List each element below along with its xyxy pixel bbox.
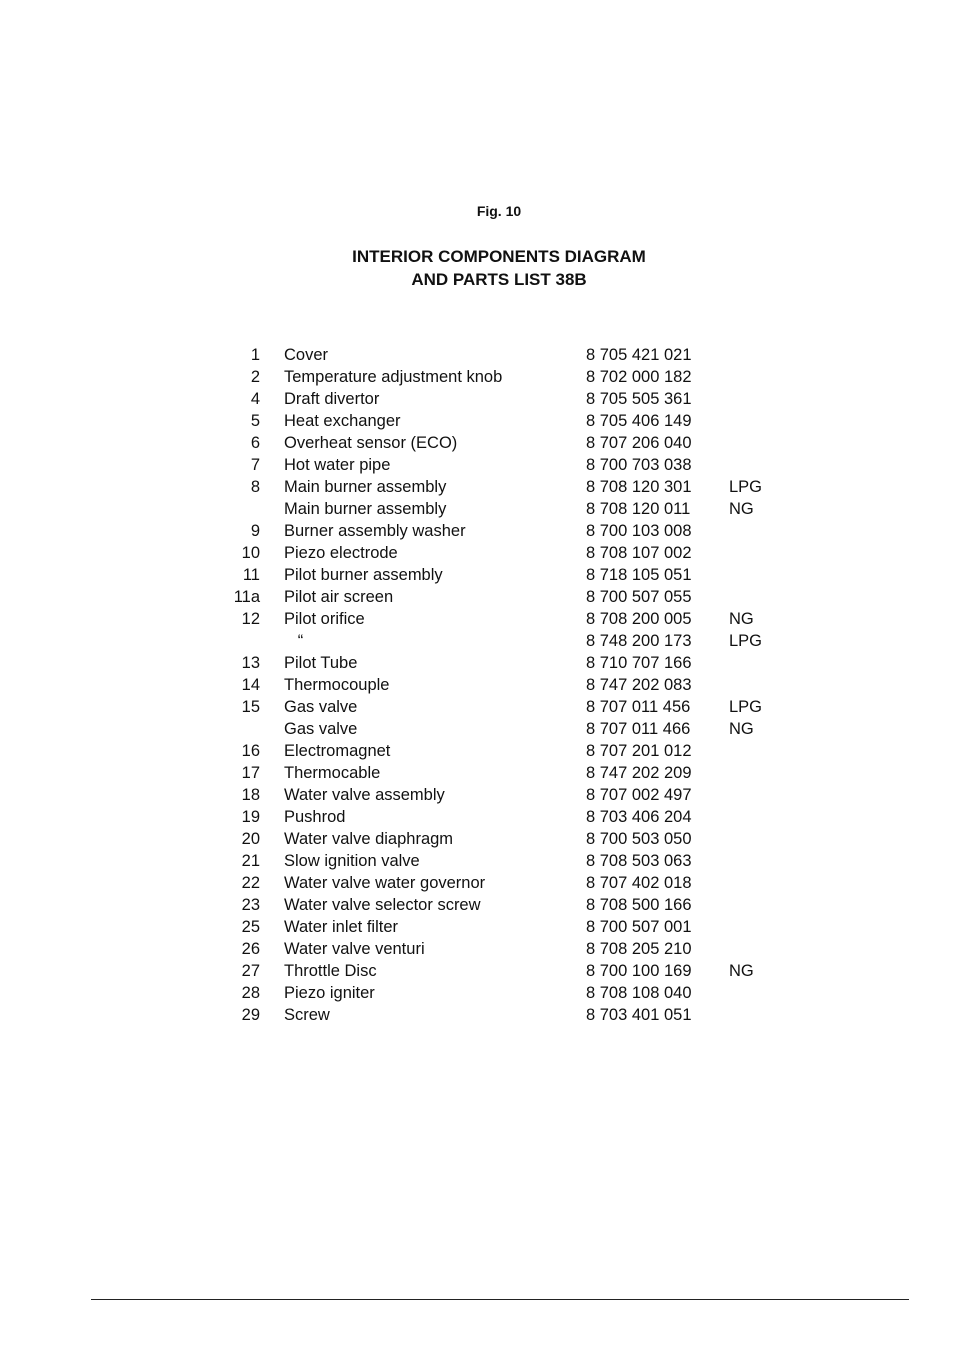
part-gas-type: NG [729,720,754,738]
footer-divider [91,1299,909,1300]
part-code: 8 707 206 040 [586,434,692,452]
part-number-index: 11a [233,588,260,606]
part-number-index: 7 [250,456,260,474]
part-code: 8 747 202 209 [586,764,692,782]
part-code: 8 700 503 050 [586,830,692,848]
parts-row [0,586,954,608]
part-code: 8 703 401 051 [586,1006,692,1024]
part-code: 8 705 406 149 [586,412,692,430]
parts-row [0,784,954,806]
part-code: 8 708 120 011 [586,500,691,518]
parts-row [0,982,954,1004]
part-number-index: 15 [241,698,260,716]
parts-row [0,894,954,916]
parts-row [0,454,954,476]
parts-row [0,674,954,696]
parts-row [0,938,954,960]
part-number-index: 2 [250,368,260,386]
parts-row [0,916,954,938]
parts-row [0,762,954,784]
part-code: 8 708 503 063 [586,852,692,870]
part-description: Water inlet filter [284,918,399,936]
part-gas-type: NG [729,610,754,628]
parts-row [0,806,954,828]
part-code: 8 708 205 210 [586,940,692,958]
part-code: 8 708 107 002 [586,544,692,562]
part-number-index: 8 [250,478,260,496]
part-description: Water valve water governor [284,874,486,892]
part-description: Burner assembly washer [284,522,466,540]
parts-row [0,960,954,982]
part-number-index: 17 [241,764,260,782]
part-code: 8 708 108 040 [586,984,692,1002]
part-description: Heat exchanger [284,412,401,430]
part-number-index: 26 [241,940,260,958]
part-description: Pilot burner assembly [284,566,443,584]
parts-row [0,696,954,718]
part-number-index: 5 [250,412,260,430]
parts-row [0,388,954,410]
parts-row [0,498,954,520]
parts-row [0,564,954,586]
part-gas-type: NG [729,500,754,518]
part-gas-type: NG [729,962,754,980]
part-code: 8 707 011 456 [586,698,691,716]
parts-row [0,630,954,652]
part-code: 8 707 002 497 [586,786,692,804]
part-gas-type: LPG [729,632,763,650]
part-number-index: 25 [241,918,260,936]
part-description: Overheat sensor (ECO) [284,434,458,452]
part-number-index: 23 [241,896,260,914]
part-code: 8 705 421 021 [586,346,692,364]
title-line-2: AND PARTS LIST 38B [411,270,587,289]
parts-row [0,850,954,872]
part-description: Thermocable [284,764,381,782]
parts-row [0,872,954,894]
parts-row [0,366,954,388]
parts-row [0,410,954,432]
part-code: 8 700 507 055 [586,588,692,606]
part-description: Pilot orifice [284,610,365,628]
part-description: Throttle Disc [284,962,377,980]
title-line-1: INTERIOR COMPONENTS DIAGRAM [352,247,646,266]
part-description: Gas valve [284,698,358,716]
part-description: Piezo electrode [284,544,398,562]
part-description: Water valve assembly [284,786,445,804]
part-description: Draft divertor [284,390,380,408]
part-description: Water valve selector screw [284,896,481,914]
page-title [0,245,954,291]
part-number-index: 18 [241,786,260,804]
part-description: Gas valve [284,720,358,738]
part-description: Hot water pipe [284,456,391,474]
part-description: Main burner assembly [284,478,447,496]
part-code: 8 708 500 166 [586,896,692,914]
part-description: Pilot Tube [284,654,358,672]
part-code: 8 703 406 204 [586,808,692,826]
parts-row [0,344,954,366]
part-number-index: 1 [250,346,260,364]
part-number-index: 13 [241,654,260,672]
part-description: Thermocouple [284,676,390,694]
part-code: 8 700 103 008 [586,522,692,540]
part-gas-type: LPG [729,478,763,496]
parts-row [0,608,954,630]
parts-row [0,542,954,564]
part-code: 8 707 201 012 [586,742,692,760]
part-description: Screw [284,1006,330,1024]
part-description: Electromagnet [284,742,391,760]
part-number-index: 28 [241,984,260,1002]
part-code: 8 718 105 051 [586,566,692,584]
part-description: Water valve venturi [284,940,425,958]
part-number-index: 6 [250,434,260,452]
parts-row [0,476,954,498]
part-number-index: 11 [242,566,260,584]
parts-row [0,1004,954,1026]
part-code: 8 700 703 038 [586,456,692,474]
parts-row [0,652,954,674]
part-description: Slow ignition valve [284,852,420,870]
parts-row [0,740,954,762]
part-description: Temperature adjustment knob [284,368,503,386]
part-number-index: 10 [241,544,260,562]
part-code: 8 708 120 301 [586,478,692,496]
part-description: Main burner assembly [284,500,447,518]
part-description: Cover [284,346,329,364]
part-number-index: 22 [241,874,260,892]
part-code: 8 710 707 166 [586,654,692,672]
part-number-index: 12 [241,610,260,628]
part-number-index: 9 [250,522,260,540]
part-number-index: 19 [241,808,260,826]
parts-row [0,432,954,454]
parts-row [0,520,954,542]
part-code: 8 705 505 361 [586,390,692,408]
part-code: 8 707 011 466 [586,720,691,738]
part-number-index: 16 [241,742,260,760]
part-number-index: 21 [241,852,260,870]
part-description: Pilot air screen [284,588,394,606]
part-code: 8 707 402 018 [586,874,692,892]
part-code: 8 700 100 169 [586,962,692,980]
part-number-index: 4 [250,390,260,408]
part-description: Pushrod [284,808,346,826]
part-number-index: 29 [241,1006,260,1024]
part-number-index: 14 [241,676,260,694]
part-number-index: 20 [241,830,260,848]
part-number-index: 27 [241,962,260,980]
part-code: 8 708 200 005 [586,610,692,628]
part-code: 8 702 000 182 [586,368,692,386]
part-description: Water valve diaphragm [284,830,454,848]
part-code: 8 747 202 083 [586,676,692,694]
parts-row [0,828,954,850]
part-code: 8 748 200 173 [586,632,692,650]
figure-label: Fig. 10 [476,203,522,219]
part-gas-type: LPG [729,698,763,716]
parts-row [0,718,954,740]
part-description: Piezo igniter [284,984,375,1002]
part-code: 8 700 507 001 [586,918,692,936]
part-description: “ [284,632,304,650]
parts-list [0,344,954,1026]
